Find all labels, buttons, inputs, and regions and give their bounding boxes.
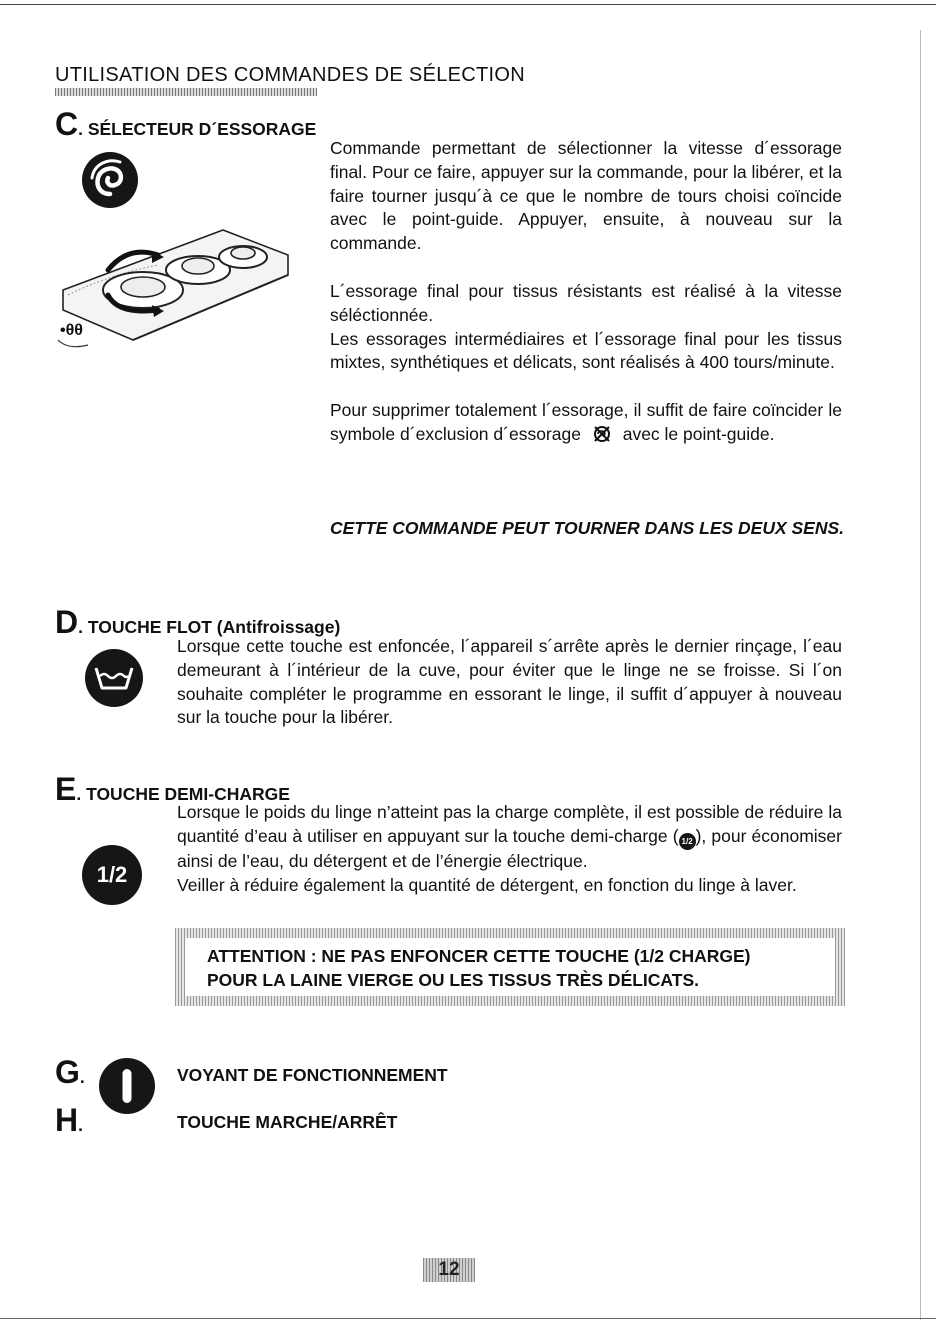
section-e-paragraph-1 (177, 801, 842, 874)
section-g-letter: G (55, 1054, 80, 1090)
warning-line-1: ATTENTION : NE PAS ENFONCER CETTE TOUCHE (1/2 CHARGE) (207, 946, 751, 966)
section-c-paragraph-4 (330, 399, 842, 447)
exclusion-text-before: Pour supprimer totalement l´essorage, il suffit de faire coïncider le symbole d´exclusion d´essorage (330, 400, 842, 444)
section-h-header (55, 1104, 83, 1136)
section-e-heading: . TOUCHE DEMI-CHARGE (76, 784, 290, 804)
power-icon (98, 1057, 156, 1115)
section-e-body (177, 801, 842, 898)
spin-swirl-icon (80, 150, 140, 210)
section-c-heading: . SÉLECTEUR D´ESSORAGE (78, 119, 317, 139)
section-e-letter: E (55, 771, 77, 807)
half-load-text-after: ), pour économiser ainsi de l’eau, du détergent et de l’énergie électrique. (177, 825, 842, 872)
section-d-text: Lorsque cette touche est enfoncée, l´appareil s´arrête après le dernier rinçage, l´eau demeurant à l´intérieur de la cuve, pour éviter que le linge ne se froisse. Si l´on souhaite compléter le programme en essorant le linge, il suffit d´appuyer à nouveau sur la touche pour la libérer. (177, 636, 842, 728)
svg-text:•θθ: •θθ (60, 322, 83, 339)
warning-text (207, 944, 751, 992)
section-d-letter: D (55, 604, 79, 640)
section-c-letter: C (55, 106, 79, 142)
control-panel-illustration (48, 215, 293, 360)
section-c-paragraph-2: L´essorage final pour tissus résistants est réalisé à la vitesse séléctionnée. (330, 280, 842, 325)
warning-line-2: POUR LA LAINE VIERGE OU LES TISSUS TRÈS DÉLICATS. (207, 970, 699, 990)
exclusion-text-after: avec le point-guide. (622, 423, 775, 444)
section-h-dot: . (78, 1115, 83, 1135)
section-d-header (55, 606, 340, 638)
water-tub-icon (84, 648, 144, 708)
on-off-button-label: TOUCHE MARCHE/ARRÊT (177, 1112, 398, 1132)
title-underline (55, 88, 317, 96)
page-title: UTILISATION DES COMMANDES DE SÉLECTION (55, 64, 525, 86)
section-c-paragraph-1: Commande permettant de sélectionner la vitesse d´essorage final. Pour ce faire, appuyer sur la commande, pour la libérer, et la faire tourner jusqu´à ce que le nombre de tours choisi coïncide avec le point-guide. Appuyer, ensuite, à nouveau sur la commande. (330, 138, 842, 254)
section-c-paragraph-3: Les essorages intermédiaires et l´essorage final pour les tissus mixtes, synthétiques et délicats, sont réalisés à 400 tours/minute. (330, 328, 842, 373)
section-e-paragraph-2: Veiller à réduire également la quantité de détergent, en fonction du linge à laver. (177, 874, 797, 895)
no-spin-icon (592, 425, 612, 443)
half-load-icon: 1/2 (82, 845, 142, 905)
half-load-inline-icon: 1/2 (679, 833, 696, 850)
top-rule (0, 4, 936, 5)
page-number: 12 (423, 1258, 475, 1282)
bottom-rule (0, 1318, 936, 1319)
section-c-header (55, 108, 316, 140)
half-load-text-before: Lorsque le poids du linge n’atteint pas la charge complète, il est possible de réduire la quantité d’eau à utiliser en appuyant sur la touche demi-charge ( (177, 802, 842, 846)
section-g-dot: . (79, 1067, 85, 1087)
warning-box-inner (185, 938, 835, 996)
rotation-emphasis: CETTE COMMANDE PEUT TOURNER DANS LES DEUX SENS. (330, 518, 845, 538)
section-g-header (55, 1056, 85, 1088)
right-rule (920, 30, 921, 1320)
warning-box (175, 928, 845, 1006)
indicator-light-label: VOYANT DE FONCTIONNEMENT (177, 1065, 448, 1085)
section-h-letter: H (55, 1102, 79, 1138)
section-c-body (330, 137, 842, 447)
section-d-heading: . TOUCHE FLOT (Antifroissage) (78, 617, 341, 637)
